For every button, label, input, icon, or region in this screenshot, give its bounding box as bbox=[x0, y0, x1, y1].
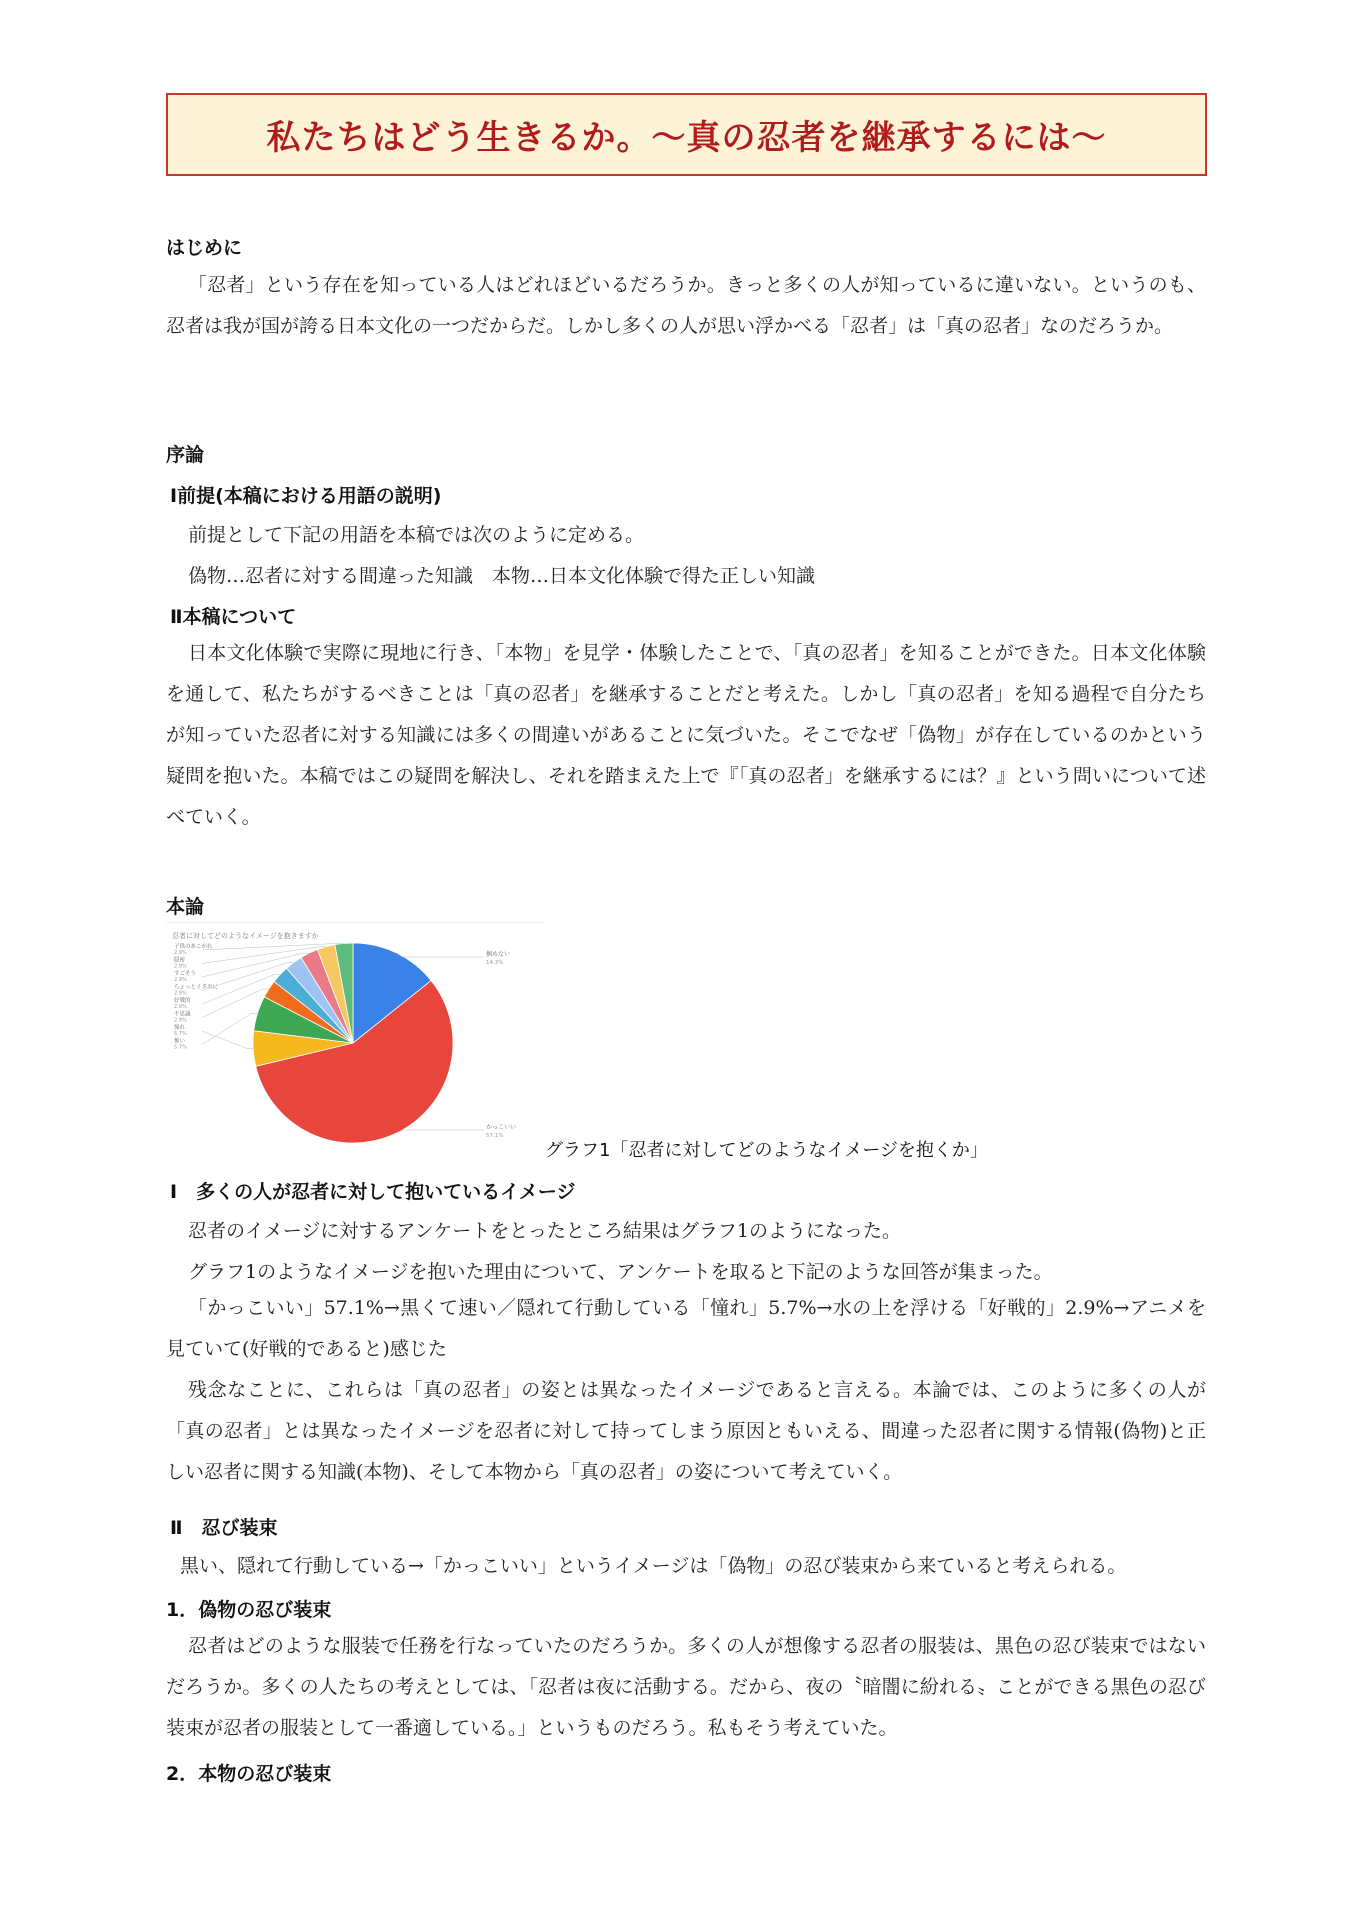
slice-pct-label-1: 5.7% bbox=[174, 1031, 187, 1037]
slice-label-7: 隠密 bbox=[174, 957, 186, 964]
joron-heading: 序論 bbox=[166, 444, 205, 466]
chart-caption: グラフ1「忍者に対してどのようなイメージを抱くか」 bbox=[545, 1140, 988, 1161]
honron-section2-heading: Ⅱ 忍び装束 bbox=[170, 1517, 278, 1539]
slice-pct-label-2: 5.7% bbox=[174, 1044, 187, 1051]
slice-pct-label-5: 2.9% bbox=[174, 990, 187, 997]
slice-pct-label-6: 2.9% bbox=[174, 977, 187, 983]
subsection1-paragraph: 忍者はどのような服装で任務を行なっていたのだろうか。多くの人が想像する忍者の服装は、黒色の忍び装束ではないだろうか。多くの人たちの考えとしては、「忍者は夜に活動する。だから、夜の〝暗闇に紛れる〟ことができる黒色の忍び装束が忍者の服装として一番適している。」というものだろう。私もそう考えていた。 bbox=[166, 1635, 1206, 1739]
slice-label-5: ちょっとイタおに bbox=[174, 984, 219, 991]
honron-section2-line1: 黒い、隠れて行動している→「かっこいい」というイメージは「偽物」の忍び装束から来ていると考えられる。 bbox=[180, 1555, 1127, 1577]
slice-label-0: かっこいい bbox=[486, 1124, 517, 1131]
joron-section1-line2: 偽物…忍者に対する間違った知識 本物…日本文化体験で得た正しい知識 bbox=[188, 565, 816, 587]
subsection2-heading: 2．本物の忍び装束 bbox=[166, 1763, 332, 1785]
intro-paragraph: 「忍者」という存在を知っている人はどれほどいるだろうか。きっと多くの人が知っているに違いない。というのも、忍者は我が国が誇る日本文化の一つだからだ。しかし多くの人が思い浮かべる「忍者」は「真の忍者」なのだろうか。 bbox=[166, 274, 1206, 337]
intro-heading: はじめに bbox=[166, 237, 243, 259]
joron-section1-line1: 前提として下記の用語を本稿では次のように定める。 bbox=[188, 524, 645, 546]
slice-pct-label-9: 14.3% bbox=[486, 960, 504, 966]
pie-chart bbox=[166, 922, 544, 1144]
chart-title: 忍者に対してどのようなイメージを抱きますか bbox=[172, 932, 319, 940]
slice-pct-label-7: 2.9% bbox=[174, 963, 187, 970]
honron-heading: 本論 bbox=[166, 896, 205, 918]
pie-chart-svg bbox=[166, 922, 544, 1144]
joron-section2-heading: Ⅱ本稿について bbox=[170, 606, 297, 628]
honron-section1-paragraph3: 「かっこいい」57.1%→黒くて速い／隠れて行動している「憧れ」5.7%→水の上を浮ける「好戦的」2.9%→アニメを見ていて(好戦的であると)感じた bbox=[166, 1297, 1206, 1360]
slice-label-4: 好戦的 bbox=[174, 998, 191, 1004]
subsection1-heading: 1．偽物の忍び装束 bbox=[166, 1599, 332, 1621]
slice-label-6: すごそう bbox=[174, 971, 197, 977]
slice-label-8: 子供のあこがれ bbox=[174, 944, 213, 950]
slice-pct-label-3: 2.9% bbox=[174, 1017, 187, 1024]
slice-label-2: 怖い bbox=[174, 1038, 186, 1045]
slice-label-9: 掴めない bbox=[486, 951, 511, 958]
honron-section1-paragraph4: 残念なことに、これらは「真の忍者」の姿とは異なったイメージであると言える。本論では、このように多くの人が「真の忍者」とは異なったイメージを忍者に対して持ってしまう原因ともいえる、間違った忍者に関する情報(偽物)と正しい忍者に関する知識(本物)、そして本物から「真の忍者」の姿について考えていく。 bbox=[166, 1379, 1206, 1483]
honron-section1-line1: 忍者のイメージに対するアンケートをとったところ結果はグラフ1のようになった。 bbox=[188, 1220, 902, 1242]
joron-section2-paragraph: 日本文化体験で実際に現地に行き、「本物」を見学・体験したことで、「真の忍者」を知ることができた。日本文化体験を通して、私たちがするべきことは「真の忍者」を継承することだと考えた。しかし「真の忍者」を知る過程で自分たちが知っていた忍者に対する知識には多くの間違いがあることに気づいた。そこでなぜ「偽物」が存在しているのかという疑問を抱いた。本稿ではこの疑問を解決し、それを踏まえた上で『「真の忍者」を継承するには？』という問いについて述べていく。 bbox=[166, 642, 1206, 828]
pie-slices bbox=[253, 943, 453, 1143]
honron-section1-heading: Ⅰ 多くの人が忍者に対して抱いているイメージ bbox=[170, 1181, 576, 1203]
slice-pct-label-8: 2.9% bbox=[174, 950, 187, 956]
slice-pct-label-4: 2.9% bbox=[174, 1004, 187, 1010]
slice-pct-label-0: 57.1% bbox=[486, 1133, 504, 1139]
joron-section1-heading: Ⅰ前提(本稿における用語の説明) bbox=[170, 485, 442, 507]
slice-label-1: 憧れ bbox=[174, 1025, 186, 1031]
honron-section1-line2: グラフ1のようなイメージを抱いた理由について、アンケートを取ると下記のような回答が集まった。 bbox=[188, 1261, 1053, 1283]
slice-label-3: 不思議 bbox=[174, 1011, 191, 1018]
page-title: 私たちはどう生きるか。～真の忍者を継承するには～ bbox=[266, 118, 1107, 158]
title-box bbox=[166, 93, 1207, 176]
